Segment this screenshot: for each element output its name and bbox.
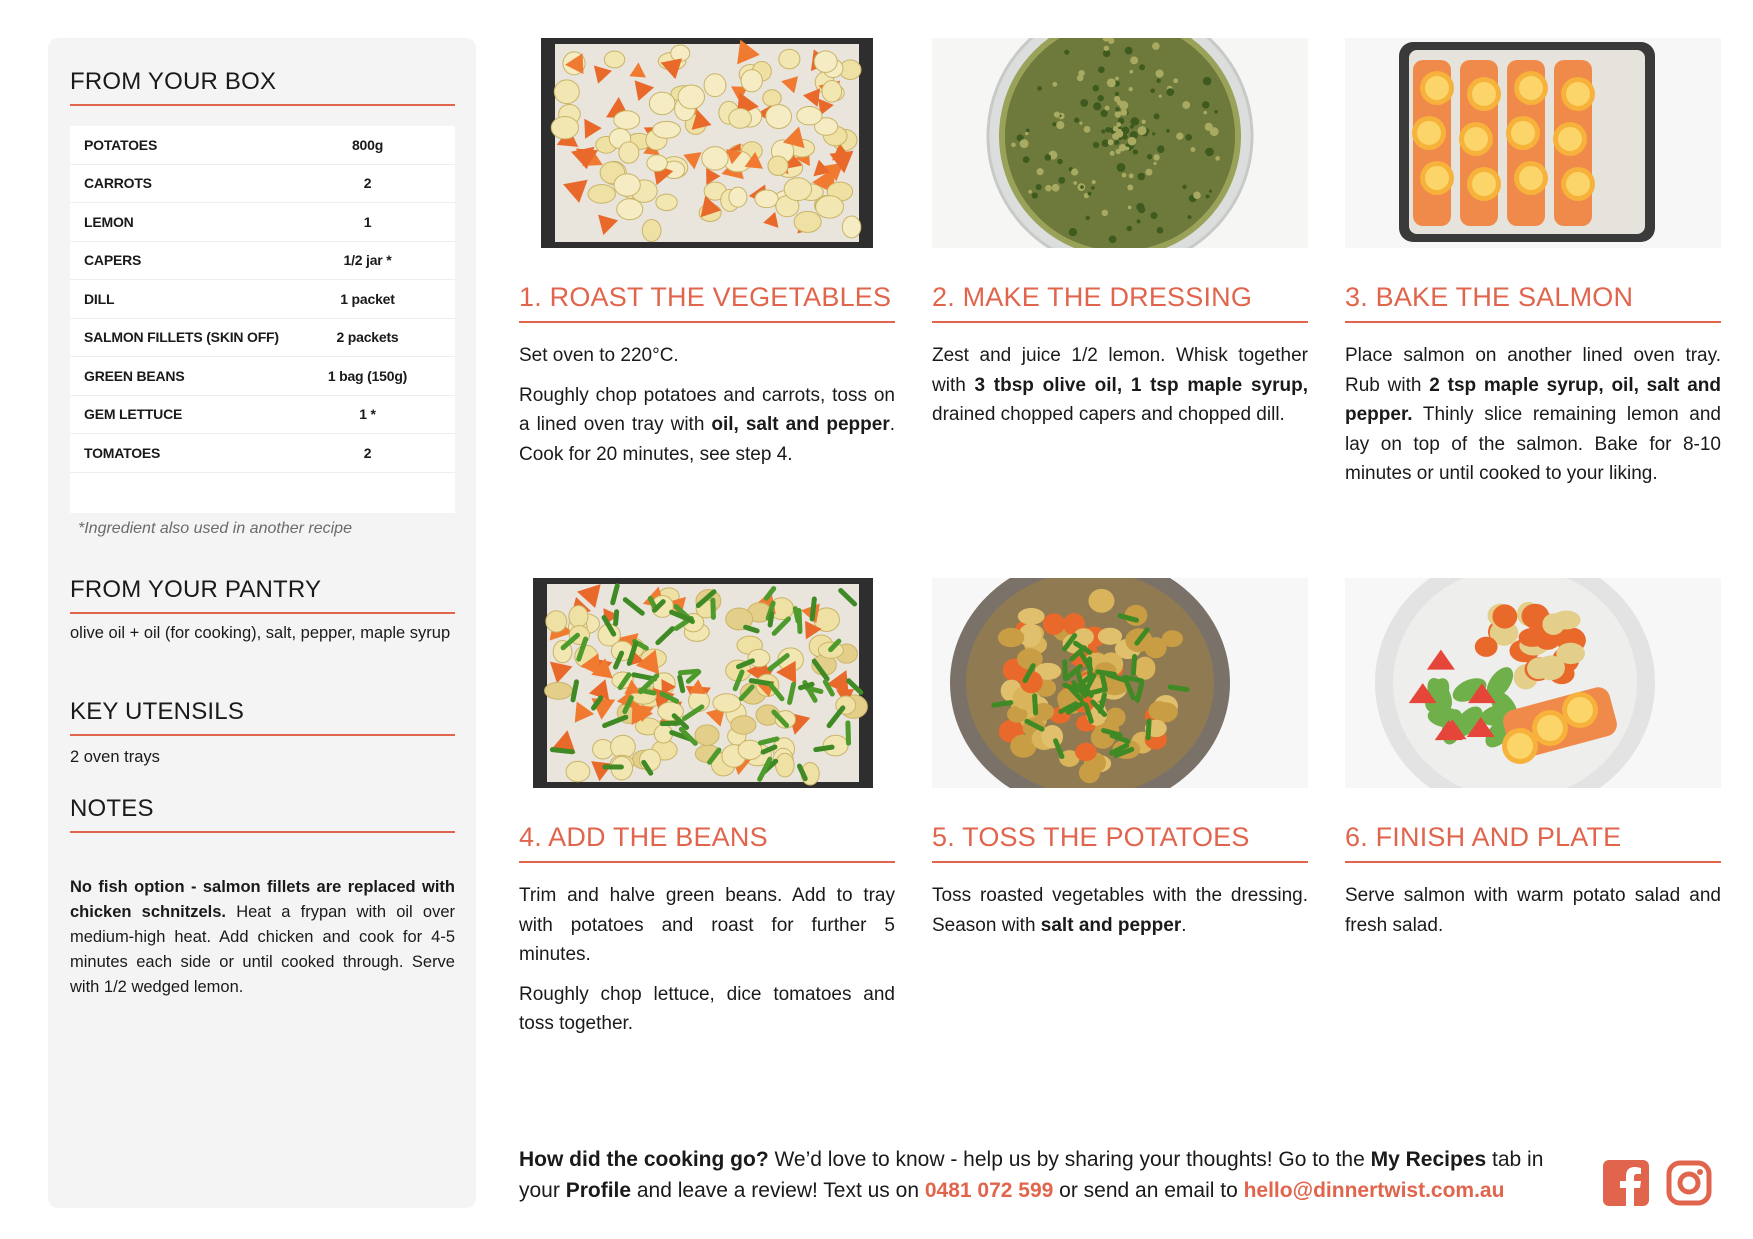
utensils-text: 2 oven trays [70,748,160,766]
text-run: Roughly chop potatoes and carrots, toss on a lined oven tray with [519,384,895,435]
text-run: Toss roasted vegetables with the dressing. Season with [932,885,1308,936]
ingredient-row [70,280,455,319]
ingredient-qty: 800g [351,136,384,153]
step-2-photo [932,38,1308,248]
step-3-photo [1345,38,1721,248]
bold-run: How did the cooking go? [519,1148,769,1171]
ingredient-name: CAPERS [84,252,142,269]
step-4-text-b: Roughly chop lettuce, dice tomatoes and toss together. [519,983,895,1034]
step-4-text-a: Trim and halve green beans. Add to tray with potatoes and roast for further 5 minutes. [519,885,895,965]
ingredient-qty: 1/2 jar * [343,252,392,269]
bold-run: 3 tbsp olive oil, 1 tsp maple syrup, [974,374,1308,396]
text-run: We’d love to know - help us by sharing your thoughts! Go to the [768,1148,1371,1171]
step-3-title: 3. BAKE THE SALMON [1345,282,1721,323]
notes-title: NOTES [70,795,455,833]
ingredient-row [70,434,455,473]
ingredient-row [70,203,455,242]
ingredient-row [70,396,455,435]
ingredient-row [70,357,455,396]
ingredients-table [70,126,455,513]
step-6-photo [1345,578,1721,788]
ingredient-row [70,165,455,204]
ingredient-name: TOMATOES [84,444,161,461]
step-6 [1345,578,1721,940]
step-4-photo [519,578,895,788]
ingredient-name: CARROTS [84,175,152,192]
text-run: Zest and juice 1/2 lemon. Whisk together with [932,345,1308,396]
step-5-text [932,881,1308,940]
ingredient-qty: 2 [363,444,372,461]
step-4 [519,578,895,1039]
instagram-icon[interactable] [1666,1160,1712,1206]
review-prompt [519,1144,1579,1206]
key-utensils-title: KEY UTENSILS [70,698,455,736]
step-5 [932,578,1308,940]
text-run: . Cook for 20 minutes, see step 4. [519,414,895,465]
step-1-text-b [519,381,895,470]
step-5-title: 5. TOSS THE POTATOES [932,822,1308,863]
ingredient-qty: 1 packet [340,290,395,307]
ingredient-qty: 2 [363,175,372,192]
step-2 [932,38,1308,430]
notes-bold: No fish option - salmon fillets are replaced with chicken schnitzels. [70,878,455,921]
text-run: Thinly slice remaining lemon and lay on top of the salmon. Bake for 8-10 minutes or until cooked to your liking. [1345,404,1721,484]
table-filler [70,473,455,513]
ingredient-name: GEM LETTUCE [84,406,183,423]
text-run: Place salmon on another lined oven tray. Rub with [1345,345,1721,396]
ingredient-row [70,126,455,165]
step-1-photo [519,38,895,248]
ingredient-qty: 1 [363,213,372,230]
notes-text [70,875,455,1000]
ingredient-name: SALMON FILLETS (SKIN OFF) [84,329,279,346]
bold-run: 2 tsp maple syrup, oil, salt and pepper. [1345,374,1721,425]
ingredient-name: POTATOES [84,136,158,153]
bold-run: salt and pepper [1040,914,1182,936]
ingredient-name: GREEN BEANS [84,367,185,384]
text-run: drained chopped capers and chopped dill. [932,404,1285,425]
step-3-text [1345,341,1721,489]
step-6-text: Serve salmon with warm potato salad and fresh salad. [1345,885,1721,936]
contact-link[interactable]: 0481 072 599 [924,1179,1054,1202]
step-5-photo [932,578,1308,788]
text-run: and leave a review! Text us on [631,1179,925,1202]
contact-link[interactable]: hello@dinnertwist.com.au [1243,1179,1505,1202]
pantry-text: olive oil + oil (for cooking), salt, pepper, maple syrup [70,624,451,642]
step-1 [519,38,895,469]
text-run: or send an email to [1053,1179,1244,1202]
ingredient-row [70,242,455,281]
ingredient-name: DILL [84,290,115,307]
ingredient-row [70,319,455,358]
text-run: . [1181,914,1187,936]
ingredient-name: LEMON [84,213,134,230]
step-3 [1345,38,1721,489]
text-run: tab in your [519,1148,1544,1202]
step-6-title: 6. FINISH AND PLATE [1345,822,1721,863]
notes-body: Heat a frypan with oil over medium-high heat. Add chicken and cook for 4-5 minutes each side or until cooked through. Serve with 1/2 wedged lemon. [70,903,455,996]
ingredient-qty: 2 packets [336,329,399,346]
step-1-text-a: Set oven to 220°C. [519,345,679,366]
ingredient-qty: 1 bag (150g) [327,367,408,384]
facebook-icon[interactable] [1603,1160,1649,1206]
ingredients-sidebar [48,38,476,1208]
step-2-title: 2. MAKE THE DRESSING [932,282,1308,323]
step-2-text [932,341,1308,430]
ingredient-footnote: *Ingredient also used in another recipe [78,520,352,537]
ingredient-qty: 1 * [359,406,376,423]
from-your-box-title: FROM YOUR BOX [70,68,455,106]
step-1-title: 1. ROAST THE VEGETABLES [519,282,895,323]
from-your-pantry-title: FROM YOUR PANTRY [70,576,455,614]
bold-run: My Recipes [1370,1148,1487,1171]
bold-run: Profile [565,1179,632,1202]
bold-run: oil, salt and pepper [711,414,890,435]
step-4-title: 4. ADD THE BEANS [519,822,895,863]
